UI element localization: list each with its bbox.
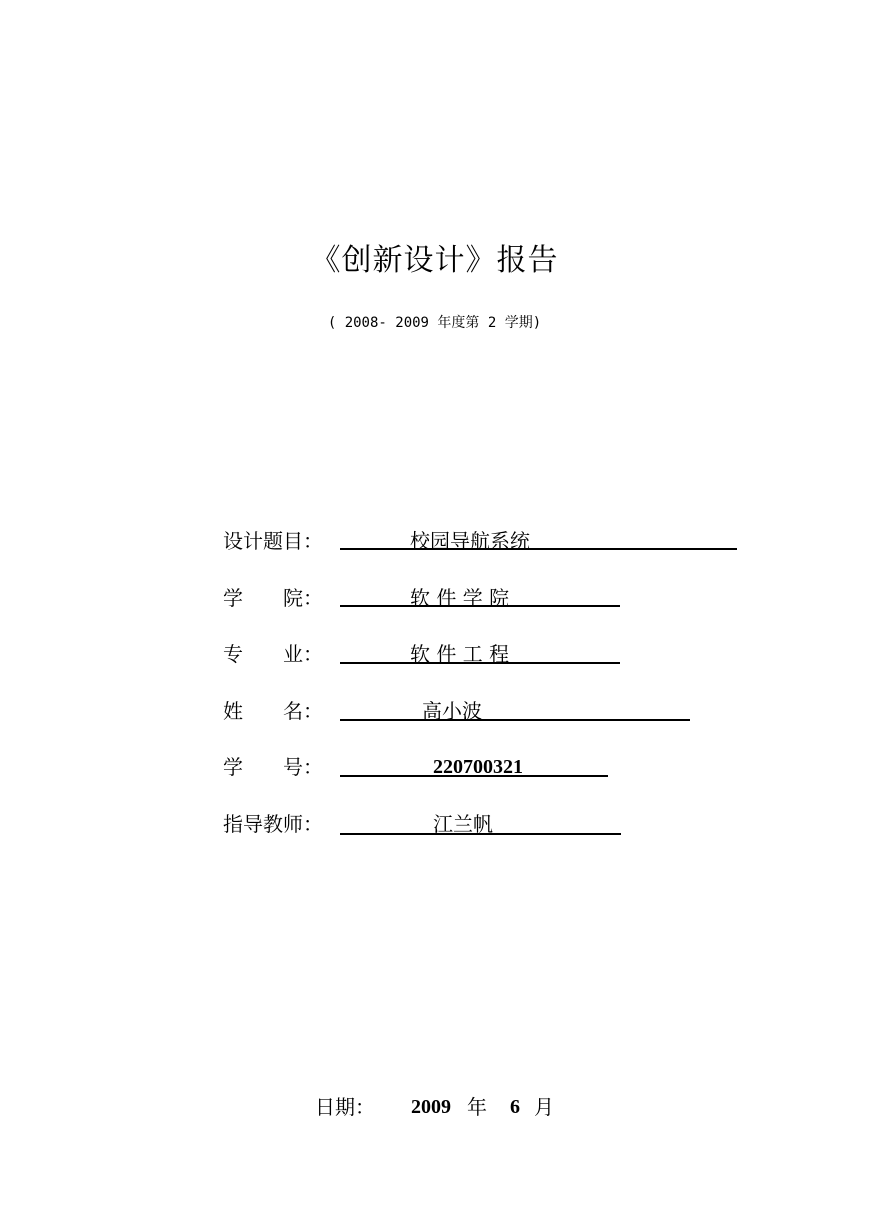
date-year: 2009 (411, 1096, 451, 1118)
date-month: 6 (510, 1096, 520, 1118)
field-value-name: 高小波 (422, 699, 482, 723)
field-value-major: 软 件 工 程 (410, 642, 510, 666)
field-label-topic: 设计题目： (223, 529, 323, 553)
field-underline-topic (340, 548, 737, 550)
field-label-major: 专 业： (223, 642, 323, 666)
field-label-student-id: 学 号： (223, 755, 323, 779)
field-value-topic: 校园导航系统 (410, 529, 530, 553)
field-label-college: 学 院： (223, 586, 323, 610)
date-month-unit: 月 (534, 1095, 554, 1119)
field-label-advisor: 指导教师： (223, 812, 323, 836)
semester-subtitle: ( 2008- 2009 年度第 2 学期) (327, 315, 542, 331)
field-underline-major (340, 662, 620, 664)
date-label: 日期： (315, 1095, 375, 1119)
field-value-advisor: 江兰帆 (433, 812, 493, 836)
field-underline-college (340, 605, 620, 607)
date-year-unit: 年 (467, 1095, 487, 1119)
field-label-name: 姓 名： (223, 699, 323, 723)
field-value-college: 软 件 学 院 (410, 586, 510, 610)
field-underline-name (340, 719, 690, 721)
field-underline-advisor (340, 833, 621, 835)
field-value-student-id: 220700321 (433, 756, 523, 778)
page-title: 《创新设计》报告 (310, 243, 559, 278)
field-underline-student-id (340, 775, 608, 777)
